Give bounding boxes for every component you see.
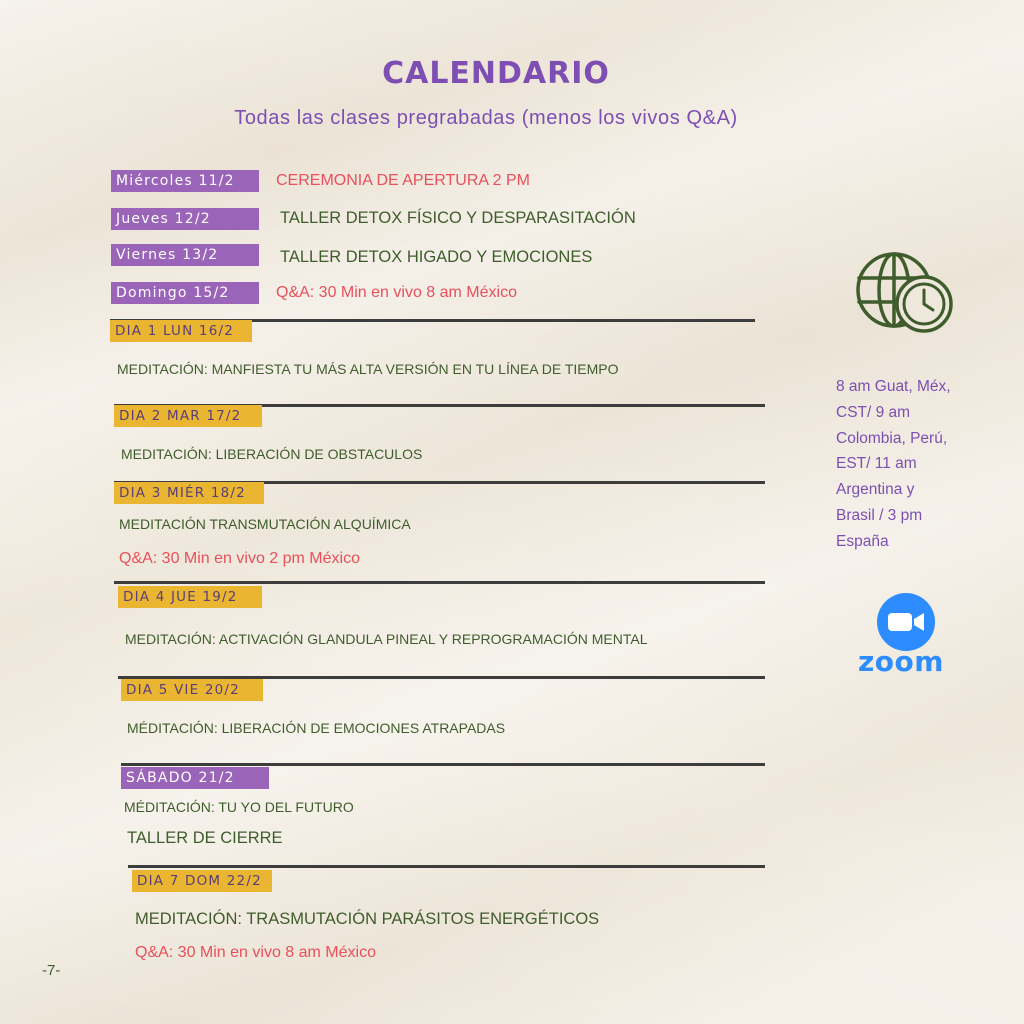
meditation-text: MEDITACIÓN: TRASMUTACIÓN PARÁSITOS ENERGÉTICOS [135, 910, 600, 928]
meditation-text: MÉDITACIÓN: LIBERACIÓN DE EMOCIONES ATRAPADAS [127, 720, 506, 736]
zoom-camera-icon [876, 592, 936, 652]
day-tag: DIA 2 MAR 17/2 [114, 405, 262, 427]
day-tag: DIA 5 VIE 20/2 [121, 679, 263, 701]
timezone-line: Brasil / 3 pm [836, 506, 923, 524]
divider [114, 581, 765, 584]
timezone-line: Argentina y [836, 481, 915, 499]
date-tag: Viernes 13/2 [111, 244, 259, 266]
meditation-text: MEDITACIÓN: MANFIESTA TU MÁS ALTA VERSIÓN EN TU LÍNEA DE TIEMPO [117, 361, 619, 377]
event-text: TALLER DE CIERRE [127, 829, 283, 847]
zoom-label: zoom [858, 645, 944, 678]
event-text: TALLER DETOX HIGADO Y EMOCIONES [280, 248, 593, 266]
timezone-line: 8 am Guat, Méx, [836, 378, 951, 395]
meditation-text: MEDITACIÓN TRANSMUTACIÓN ALQUÍMICA [119, 516, 411, 532]
day-tag: DIA 4 JUE 19/2 [118, 586, 262, 608]
event-text: Q&A: 30 Min en vivo 8 am México [276, 284, 517, 301]
date-tag: Miércoles 11/2 [111, 170, 259, 192]
globe-clock-icon [852, 248, 958, 336]
timezone-line: Colombia, Perú, [836, 429, 948, 447]
day-tag: SÁBADO 21/2 [121, 767, 269, 789]
day-tag: DIA 7 DOM 22/2 [132, 870, 272, 892]
meditation-text: MEDITACIÓN: ACTIVACIÓN GLANDULA PINEAL Y REPROGRAMACIÓN MENTAL [125, 631, 648, 647]
page-title: CALENDARIO [382, 56, 610, 91]
meditation-text: MEDITACIÓN: LIBERACIÓN DE OBSTACULOS [121, 446, 423, 462]
timezone-info [836, 374, 986, 555]
date-tag: Domingo 15/2 [111, 282, 259, 304]
day-tag: DIA 3 MIÉR 18/2 [114, 482, 264, 504]
qa-text: Q&A: 30 Min en vivo 8 am México [135, 944, 376, 961]
page-subtitle: Todas las clases pregrabadas (menos los vivos Q&A) [234, 107, 738, 129]
meditation-text: MÉDITACIÓN: TU YO DEL FUTURO [124, 799, 354, 815]
timezone-line: España [836, 532, 889, 550]
divider [121, 763, 765, 766]
divider [128, 865, 765, 868]
event-text: CEREMONIA DE APERTURA 2 PM [276, 172, 530, 189]
qa-text: Q&A: 30 Min en vivo 2 pm México [119, 550, 360, 567]
timezone-line: CST/ 9 am [836, 403, 911, 421]
page-number: -7- [42, 962, 61, 979]
event-text: TALLER DETOX FÍSICO Y DESPARASITACIÓN [280, 209, 636, 227]
timezone-line: EST/ 11 am [836, 455, 917, 473]
date-tag: Jueves 12/2 [111, 208, 259, 230]
day-tag: DIA 1 LUN 16/2 [110, 320, 252, 342]
